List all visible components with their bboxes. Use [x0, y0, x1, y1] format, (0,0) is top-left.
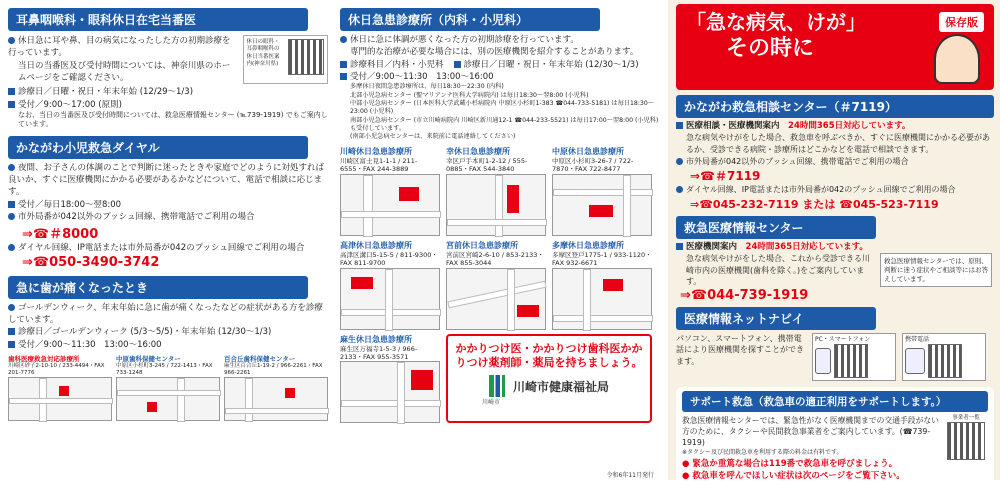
navi-qr-mobile[interactable]: 携帯電話	[902, 333, 986, 381]
map-image	[116, 377, 220, 421]
info-center-desc: 急な病気やけがをした場合、これから受診できる川崎市内の医療機関(歯科を除く。)をご案内しています。	[686, 254, 870, 287]
7119-dial-note: ダイヤル回線、IP電話または市外局番が042のプッシュ回線でご利用の場合	[676, 184, 994, 196]
bullet-icon	[676, 158, 683, 165]
section-title-holiday-clinic: 休日急患診療所（内科・小児科）	[340, 8, 600, 31]
support-fee-note: ※タクシー及び民間救急車を利用する際の料金は有料です。	[682, 448, 843, 456]
bullet-icon	[8, 164, 15, 171]
navi-qr-pc[interactable]: PC・スマートフォン	[812, 333, 896, 381]
clinic-note: 南部小児急病センター (市立川崎病院内 川崎区新川通12-1 ☎044-233-5521) は毎日17:00～翌8:00 (小児科) も受付しています。	[350, 116, 659, 133]
dental-map-3[interactable]: 百合丘歯科保健センター 麻生区百合丘1-19-2 / 966-2261・FAX 966-2261	[224, 354, 328, 421]
city-logo-icon	[489, 375, 505, 397]
bullet-icon	[8, 37, 15, 44]
square-icon	[8, 88, 15, 95]
city-name: 川崎市	[482, 399, 501, 407]
support-warning-2: ● 救急車を呼んでほしい症状は次のページをご覧下さい。	[682, 470, 905, 481]
square-icon	[676, 243, 683, 250]
clinic-map-asao[interactable]: 麻生休日急患診療所 麻生区万福寺1-5-3 / 966-2133・FAX 955-3571	[340, 334, 440, 424]
square-icon	[8, 101, 15, 108]
support-warning-1: ● 緊急か重篤な場合は119番で救急車を呼びましょう。	[682, 458, 898, 469]
ent-hours: 受付／9:00～17:00 (原則)	[8, 99, 328, 111]
dental-intro: ゴールデンウィーク、年末年始に急に歯が痛くなったなどの症状がある方を診療しています。	[8, 302, 323, 325]
ent-note: 当日の当番医及び受付時間については、神奈川県のホームページをご確認ください。	[18, 60, 231, 83]
bullet-icon	[676, 186, 683, 193]
navi-desc: パソコン、スマートフォン、携帯電話により医療機関を探すことができます。	[676, 333, 804, 366]
map-image	[446, 268, 546, 330]
cover-title-line2: その時に	[726, 36, 815, 61]
square-icon	[340, 61, 347, 68]
square-icon	[8, 201, 15, 208]
child-dial-note: ダイヤル回線、IP電話または市外局番が042のプッシュ回線でご利用の場合	[8, 242, 328, 254]
clinic-days: 診療日／日曜・祝日・年末年始 (12/30～1/3)	[463, 59, 639, 70]
clinic-referral: 専門的な治療が必要な場合には、別の医療機関を紹介することがあります。	[350, 47, 639, 58]
bullet-icon	[8, 213, 15, 220]
issued-date: 令和6年11月発行	[606, 472, 654, 479]
bullet-icon	[8, 304, 15, 311]
phone-7119[interactable]: ⇒☎＃7119	[690, 169, 761, 184]
clinic-map-takatsu[interactable]: 高津休日急患診療所 高津区溝口5-15-5 / 811-9300・FAX 811-9700	[340, 240, 440, 330]
section-title-dental: 急に歯が痛くなったとき	[8, 276, 308, 299]
qr-code-icon	[947, 422, 985, 460]
dental-map-1[interactable]: 歯科医療救急対応診療所 川崎区砂子2-10-10 / 233-4494・FAX 201-7776	[8, 354, 112, 421]
section-title-7119: かながわ救急相談センター（＃7119）	[676, 95, 994, 118]
clinic-note: (南部小児急病センターは、来院前に電話連絡してください)	[350, 133, 516, 141]
smartphone-icon	[815, 348, 831, 374]
dental-hours: 受付／9:00～11:30 13:00～16:00	[8, 339, 328, 351]
support-qr[interactable]: 事業者一覧	[944, 415, 988, 481]
ent-qr-box[interactable]	[243, 35, 329, 84]
bullet-icon	[8, 244, 15, 251]
square-icon	[8, 341, 15, 348]
map-image	[340, 268, 440, 330]
clinic-note: 北部小児急病センター (聖マリアンナ医科大学病院内) は毎日18:30～翌8:00 (小児科)	[350, 91, 589, 99]
family-doctor-callout	[446, 334, 652, 424]
map-image	[224, 377, 328, 421]
clinic-map-miyamae[interactable]: 宮前休日急患診療所 宮前区宮崎2-6-10 / 853-2133・FAX 855-3044	[446, 240, 546, 330]
support-desc: 救急医療情報センターでは、緊急性がなく医療機関までの交通手段がない方のために、タクシーや民間救急事業者をご案内しています。(☎739-1919)	[682, 415, 939, 448]
map-image	[552, 268, 652, 330]
map-image	[340, 361, 440, 423]
child-intro: 夜間、お子さんの体調のことで判断に迷ったときや家庭でどのように対処すれば良いか、すぐに医療機関にかかる必要があるかなどについて、電話で相談に応じます。	[8, 162, 325, 198]
qr-code-icon	[834, 344, 868, 378]
column-left	[8, 8, 328, 421]
flip-phone-icon	[905, 348, 925, 374]
square-icon	[676, 122, 683, 129]
section-title-info-center: 救急医療情報センター	[676, 216, 876, 239]
callout-text: かかりつけ医・かかりつけ歯科医かかりつけ薬剤師・薬局を持ちましょう。	[455, 341, 643, 370]
qr-code-icon	[288, 39, 324, 75]
clinic-note: 多摩休日夜間急患診療所は、毎日18:30～22:30 (内科)	[350, 83, 504, 91]
clinic-intro: 休日に急に体調が悪くなった方の初期診療を行っています。	[340, 34, 660, 46]
caution-icon: ●	[682, 470, 693, 481]
child-hours: 受付／毎日18:00～翌8:00	[8, 199, 328, 211]
section-title-navi: 医療情報ネットナビイ	[676, 307, 876, 330]
section-title-ent-eye: 耳鼻咽喉科・眼科休日在宅当番医	[8, 8, 308, 31]
info-center-note: 救急医療情報センターでは、原則、判断に迷う症状やご相談等にはお答えしています。	[880, 253, 992, 287]
clinic-maps-grid	[340, 146, 660, 424]
clinic-dept-row	[340, 59, 660, 71]
ent-days: 診療日／日曜・祝日・年末年始 (12/29～1/3)	[8, 86, 328, 98]
section-title-child: かながわ小児救急ダイヤル	[8, 136, 308, 159]
dental-maps	[8, 354, 328, 421]
map-image	[552, 174, 652, 236]
square-icon	[8, 328, 15, 335]
keep-badge: 保存版	[939, 12, 984, 32]
dental-map-2[interactable]: 中原歯科保健センター 中原区小杉町3-245 / 722-1413・FAX 733-1248	[116, 354, 220, 421]
map-image	[340, 174, 440, 236]
info-center-headline: 医療機関案内 24時間365日対応しています。	[676, 241, 994, 253]
bullet-icon	[340, 36, 347, 43]
phone-044[interactable]: ⇒☎044-739-1919	[680, 287, 809, 303]
clinic-map-tama[interactable]: 多摩休日急患診療所 多摩区登戸1775-1 / 933-1120・FAX 932-6671	[552, 240, 652, 330]
child-phone-8000[interactable]: ⇒☎＃8000	[22, 227, 99, 243]
map-image	[8, 377, 112, 421]
column-right	[676, 4, 994, 485]
7119-push-note: 市外局番が042以外のプッシュ回線、携帯電話でご利用の場合	[676, 156, 994, 168]
column-middle	[340, 8, 660, 479]
caution-icon: ●	[682, 458, 693, 469]
ent-extra-note: なお、当日の当番医及び受付時間については、救急医療情報センター (℡739-1919) でもご案内しています。	[18, 110, 328, 129]
child-push-note: 市外局番が042以外のプッシュ回線、携帯電話でご利用の場合	[8, 211, 328, 223]
clinic-dept: 診療科目／内科・小児科	[350, 59, 444, 70]
dental-days: 診療日／ゴールデンウィーク (5/3～5/5)・年末年始 (12/30～1/3)	[8, 326, 328, 338]
square-icon	[454, 61, 461, 68]
map-image	[446, 174, 546, 236]
ent-intro: 休日急に耳や鼻、目の病気になったした方の初期診療を行っています。	[8, 36, 231, 59]
cover-title-line1: 「急な病気、けが」	[686, 10, 866, 34]
mascot-icon	[934, 34, 980, 84]
org-name: 川崎市健康福祉局	[512, 379, 609, 394]
clinic-note: 中部小児急病センター (日本医科大学武蔵小杉病院内 中原区小杉町1-383 ☎044-733-5181) は毎日18:30～23:00 (小児科)	[350, 99, 654, 116]
7119-headline: 医療相談・医療機関案内 24時間365日対応しています。	[676, 120, 994, 132]
ent-qr-caption: 休日の眼科・耳鼻咽喉科の休日当番医案内(神奈川県)	[246, 39, 280, 68]
child-phone-050[interactable]: ⇒☎050-3490-3742	[22, 254, 160, 270]
org-block	[454, 375, 644, 397]
clinic-notes	[340, 83, 660, 142]
clinic-hours: 受付／9:00～11:30 13:00～16:00	[340, 71, 660, 83]
phone-045[interactable]: ⇒☎045-232-7119 または ☎045-523-7119	[690, 197, 939, 211]
cover-title-block	[676, 4, 994, 90]
square-icon	[340, 73, 347, 80]
clinic-map-nakahara[interactable]: 中原休日急患診療所 中原区小杉町3-26-7 / 722-7870・FAX 722-8477	[552, 146, 652, 236]
7119-desc: 急な病気やけがをした場合、救急車を呼ぶべきか、すぐに医療機関にかかる必要があるか、受診できる病院・診療所はどこかなどを電話で相談できます。	[686, 133, 990, 154]
clinic-map-kawasaki[interactable]: 川崎休日急患診療所 川崎区富士見1-1-1 / 211-6555・FAX 244-3889	[340, 146, 440, 236]
support-section	[676, 387, 994, 485]
clinic-map-saiwai[interactable]: 幸休日急患診療所 幸区戸手本町1-2-12 / 555-0885・FAX 544-3840	[446, 146, 546, 236]
section-title-support: サポート救急（救急車の適正利用をサポートします。）	[682, 391, 988, 412]
qr-code-icon	[928, 344, 962, 378]
